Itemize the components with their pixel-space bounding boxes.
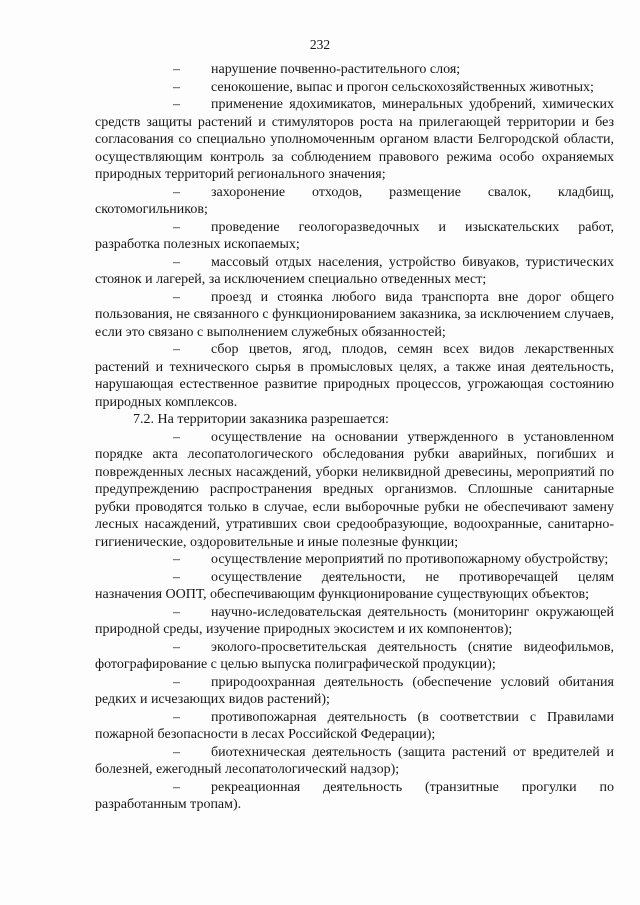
dash-marker: – bbox=[173, 552, 180, 567]
dash-marker: – bbox=[173, 674, 180, 690]
list-item-text: осуществление деятельности, не противоречащей целям назначения ООПТ, обеспечивающим функционирование существующих объектов; bbox=[95, 569, 614, 602]
list-item bbox=[95, 551, 614, 569]
list-item-text: научно-иследовательская деятельность (мониторинг окружающей природной среды, изучение природных экосистем и их компонентов); bbox=[95, 604, 614, 637]
dash-marker: – bbox=[173, 744, 180, 760]
list-item bbox=[95, 289, 614, 342]
list-item bbox=[95, 96, 614, 184]
list-item bbox=[95, 674, 614, 709]
dash-marker: – bbox=[173, 342, 180, 357]
list-item bbox=[95, 604, 614, 639]
list-item bbox=[95, 79, 614, 97]
list-item bbox=[95, 254, 614, 289]
list-item bbox=[95, 779, 614, 814]
dash-marker: – bbox=[173, 639, 180, 655]
list-item bbox=[95, 341, 614, 411]
dash-marker: – bbox=[173, 289, 180, 305]
list-item bbox=[95, 744, 614, 779]
dash-marker: – bbox=[173, 429, 180, 445]
list-item-text: природоохранная деятельность (обеспечение условий обитания редких и исчезающих видов растений); bbox=[95, 674, 614, 707]
list-item bbox=[95, 219, 614, 254]
list-item-text: захоронение отходов, размещение свалок, кладбищ, скотомогильников; bbox=[95, 184, 614, 217]
dash-marker: – bbox=[173, 779, 180, 795]
document-body bbox=[95, 61, 614, 814]
list-item-text: массовый отдых населения, устройство бивуаков, туристических стоянок и лагерей, за исключением специально отведенных мест; bbox=[95, 254, 614, 287]
dash-marker: – bbox=[173, 569, 180, 585]
dash-marker: – bbox=[173, 604, 180, 620]
list-item bbox=[95, 639, 614, 674]
dash-marker: – bbox=[173, 219, 180, 235]
section-heading: 7.2. На территории заказника разрешается: bbox=[133, 412, 389, 427]
list-item-text: рекреационная деятельность (транзитные прогулки по разработанным тропам). bbox=[95, 779, 614, 812]
list-item-text: сенокошение, выпас и прогон сельскохозяйственных животных; bbox=[211, 79, 594, 95]
list-item bbox=[95, 61, 614, 79]
list-item-text: биотехническая деятельность (защита растений от вредителей и болезней, ежегодный лесопатологический надзор); bbox=[95, 744, 614, 777]
list-item-text: противопожарная деятельность (в соответствии с Правилами пожарной безопасности в лесах Российской Федерации); bbox=[95, 709, 614, 742]
list-item bbox=[95, 709, 614, 744]
list-item-text: осуществление на основании утвержденного в установленном порядке акта лесопатологического обследования рубки аварийных, погибших и поврежденных лесных насаждений, уборки неликвидной древесины, мероприятий по предупреждению распространения вредных организмов. Сплошные санитарные рубки проводятся только в случае, если выборочные рубки не обеспечивают замену лесных насаждений, утративших свои средообразующие, водоохранные, санитарно-гигиенические, оздоровительные и иные полезные функции; bbox=[95, 429, 614, 550]
list-item bbox=[95, 184, 614, 219]
list-item-text: эколого-просветительская деятельность (снятие видеофильмов, фотографирование с целью выпуска полиграфической продукции); bbox=[95, 639, 614, 672]
list-item-text: применение ядохимикатов, минеральных удобрений, химических средств защиты растений и стимуляторов роста на прилегающей территории и без согласования со специально уполномоченным органом власти Белгородской области, осуществляющим контроль за соблюдением правового режима особо охраняемых природных территорий регионального значения; bbox=[95, 97, 614, 182]
dash-marker: – bbox=[173, 79, 180, 95]
dash-marker: – bbox=[173, 184, 180, 200]
dash-marker: – bbox=[173, 62, 180, 77]
list-item-text: нарушение почвенно-растительного слоя; bbox=[211, 62, 461, 77]
list-item bbox=[95, 569, 614, 604]
list-item-text: осуществление мероприятий по противопожарному обустройству; bbox=[211, 552, 609, 567]
list-item-text: проезд и стоянка любого вида транспорта вне дорог общего пользования, не связанного с функционированием заказника, за исключением случаев, если это связано с выполнением служебных обязанностей; bbox=[95, 289, 614, 340]
list-item bbox=[95, 429, 614, 552]
page-number: 232 bbox=[309, 37, 331, 52]
dash-marker: – bbox=[173, 254, 180, 270]
list-item-text: сбор цветов, ягод, плодов, семян всех видов лекарственных растений и технического сырья в промысловых целях, а также иная деятельность, нарушающая естественное развитие природных процессов, угрожающая состоянию природных комплексов. bbox=[95, 342, 614, 410]
dash-marker: – bbox=[173, 709, 180, 725]
list-item-text: проведение геологоразведочных и изыскательских работ, разработка полезных ископаемых; bbox=[95, 219, 614, 252]
dash-marker: – bbox=[173, 97, 180, 112]
